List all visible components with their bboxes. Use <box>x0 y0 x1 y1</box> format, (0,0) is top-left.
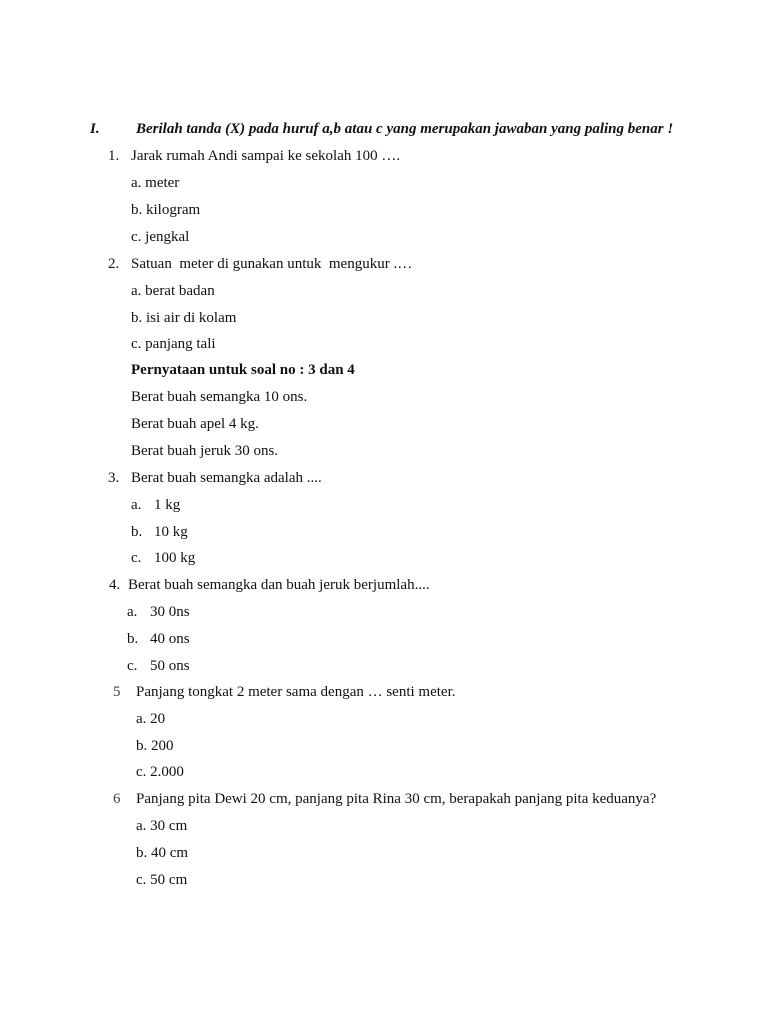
question-4-option-c-letter: c. <box>127 658 138 674</box>
question-4-option-a-letter: a. <box>127 604 138 620</box>
question-4-option-a-text: 30 0ns <box>150 604 190 620</box>
question-1-option-b: b. kilogram <box>131 202 201 218</box>
statement-line-3: Berat buah jeruk 30 ons. <box>131 443 279 459</box>
question-6-number: 6 <box>113 791 121 807</box>
question-5-option-b: b. 200 <box>136 738 174 754</box>
question-4-option-b-letter: b. <box>127 631 139 647</box>
statement-line-2: Berat buah apel 4 kg. <box>131 416 259 432</box>
question-3-option-c-text: 100 kg <box>154 550 196 566</box>
question-2-number: 2. <box>108 256 120 272</box>
question-4-number: 4. <box>109 577 121 593</box>
question-3-option-c-letter: c. <box>131 550 142 566</box>
question-5-text: Panjang tongkat 2 meter sama dengan … senti meter. <box>136 684 456 700</box>
question-6-text: Panjang pita Dewi 20 cm, panjang pita Rina 30 cm, berapakah panjang pita keduanya? <box>136 791 657 807</box>
question-1-text: Jarak rumah Andi sampai ke sekolah 100 …. <box>131 148 401 164</box>
question-4-option-c-text: 50 ons <box>150 658 190 674</box>
statement-heading: Pernyataan untuk soal no : 3 dan 4 <box>131 362 355 378</box>
question-2-option-a: a. berat badan <box>131 283 215 299</box>
question-3-option-b-letter: b. <box>131 524 143 540</box>
question-3-option-a-letter: a. <box>131 497 142 513</box>
statement-line-1: Berat buah semangka 10 ons. <box>131 389 308 405</box>
question-1-option-c: c. jengkal <box>131 229 190 245</box>
question-1-number: 1. <box>108 148 120 164</box>
question-3-option-b-text: 10 kg <box>154 524 188 540</box>
question-5-option-c: c. 2.000 <box>136 764 184 780</box>
question-1-option-a: a. meter <box>131 175 180 191</box>
question-4-text: Berat buah semangka dan buah jeruk berjumlah.... <box>128 577 430 593</box>
question-5-number: 5 <box>113 684 121 700</box>
question-3-text: Berat buah semangka adalah .... <box>131 470 322 486</box>
question-3-option-a-text: 1 kg <box>154 497 181 513</box>
section-numeral: I. <box>90 121 100 137</box>
question-5-option-a: a. 20 <box>136 711 166 727</box>
section-instruction: Berilah tanda (X) pada huruf a,b atau c yang merupakan jawaban yang paling benar ! <box>136 121 674 137</box>
question-6-option-c: c. 50 cm <box>136 872 188 888</box>
question-3-number: 3. <box>108 470 120 486</box>
question-4-option-b-text: 40 ons <box>150 631 190 647</box>
question-6-option-a: a. 30 cm <box>136 818 188 834</box>
question-6-option-b: b. 40 cm <box>136 845 189 861</box>
question-2-option-c: c. panjang tali <box>131 336 216 352</box>
question-2-text: Satuan meter di gunakan untuk mengukur .… <box>131 256 413 272</box>
question-2-option-b: b. isi air di kolam <box>131 310 237 326</box>
